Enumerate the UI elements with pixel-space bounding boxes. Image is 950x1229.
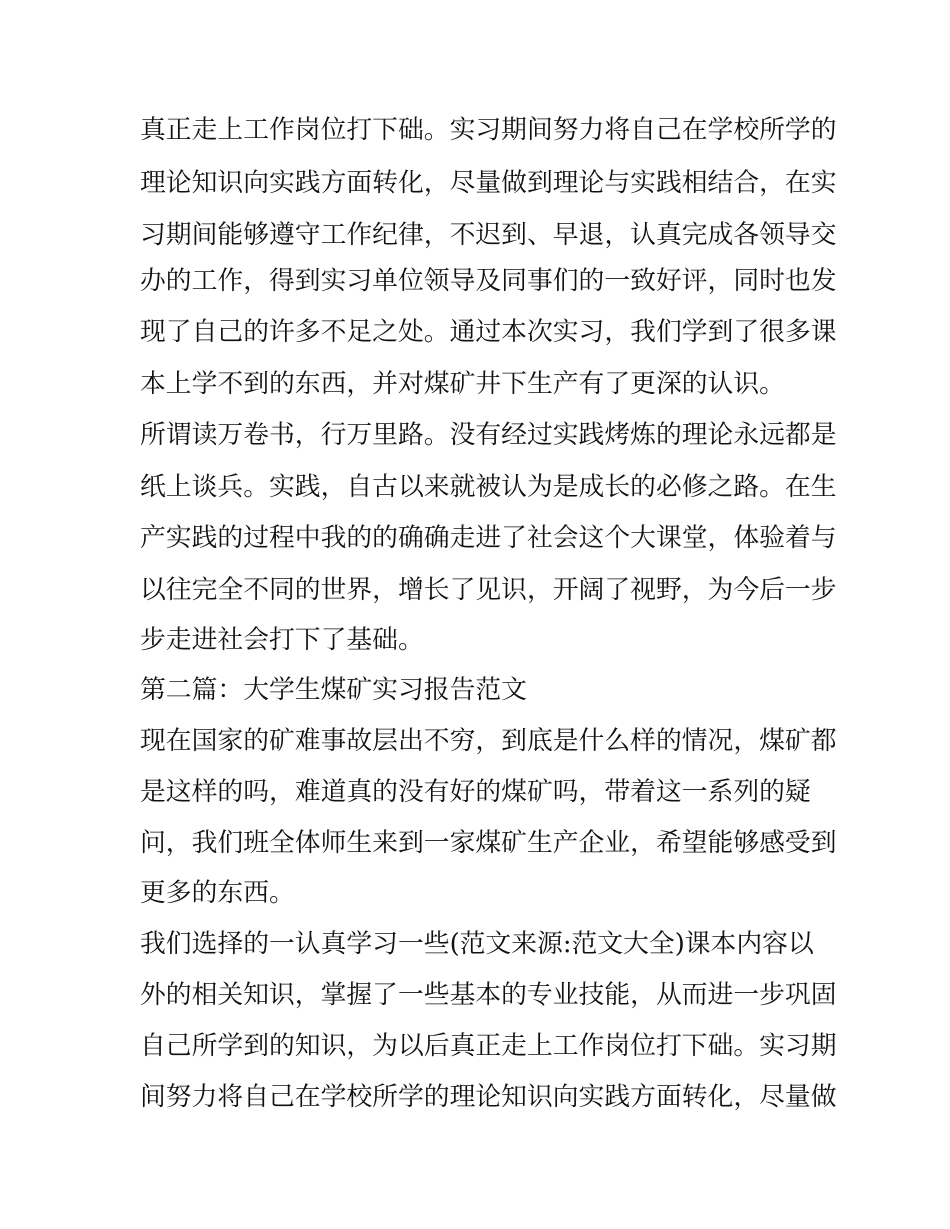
text-line: 问，我们班全体师生来到一家煤矿生产企业，希望能够感受到 [140, 828, 837, 858]
text-line: 理论知识向实践方面转化，尽量做到理论与实践相结合，在实 [140, 168, 837, 198]
text-line: 外的相关知识，掌握了一些基本的专业技能，从而进一步巩固 [140, 980, 837, 1010]
text-line: 真正走上工作岗位打下础。实习期间努力将自己在学校所学的 [140, 115, 837, 145]
text-line: 纸上谈兵。实践，自古以来就被认为是成长的必修之路。在生 [140, 472, 837, 502]
text-line: 自己所学到的知识，为以后真正走上工作岗位打下础。实习期 [140, 1031, 837, 1061]
text-line: 以往完全不同的世界，增长了见识，开阔了视野，为今后一步 [140, 575, 837, 605]
text-line: 我们选择的一认真学习一些(范文来源:范文大全)课本内容以 [140, 929, 814, 959]
text-line: 所谓读万卷书，行万里路。没有经过实践烤炼的理论永远都是 [140, 420, 837, 450]
text-line: 本上学不到的东西，并对煤矿井下生产有了更深的认识。 [140, 369, 785, 399]
text-line: 办的工作，得到实习单位领导及同事们的一致好评，同时也发 [140, 266, 837, 296]
section-heading: 第二篇：大学生煤矿实习报告范文 [140, 675, 527, 705]
text-line: 现在国家的矿难事故层出不穷，到底是什么样的情况，煤矿都 [140, 726, 837, 756]
text-line: 更多的东西。 [140, 878, 295, 908]
text-line: 步走进社会打下了基础。 [140, 625, 424, 655]
text-line: 是这样的吗，难道真的没有好的煤矿吗，带着这一系列的疑 [140, 777, 811, 807]
text-line: 习期间能够遵守工作纪律，不迟到、早退，认真完成各领导交 [140, 220, 837, 250]
text-line: 现了自己的许多不足之处。通过本次实习，我们学到了很多课 [140, 317, 837, 347]
text-line: 产实践的过程中我的的确确走进了社会这个大课堂，体验着与 [140, 523, 837, 553]
text-line: 间努力将自己在学校所学的理论知识向实践方面转化，尽量做 [140, 1082, 837, 1112]
